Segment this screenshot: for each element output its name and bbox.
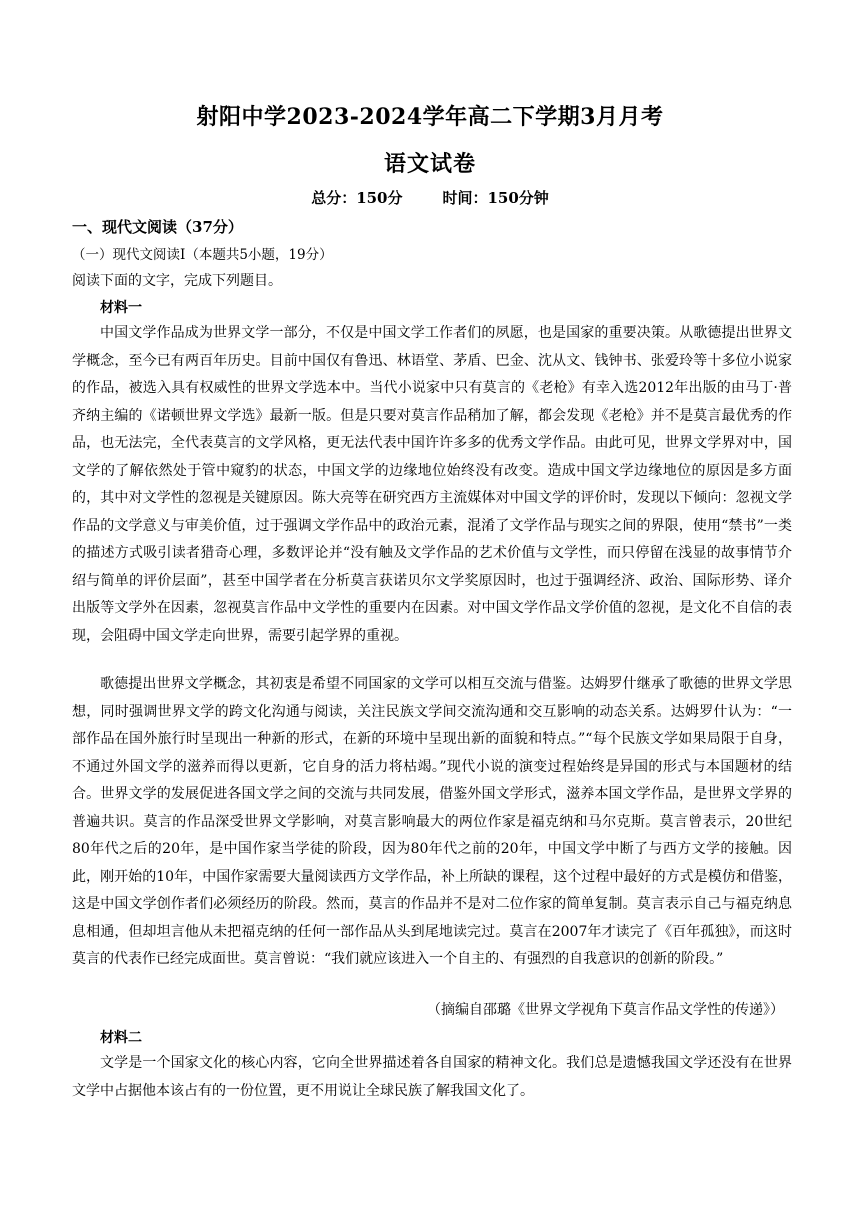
exam-subtitle: 语文试卷: [383, 151, 476, 177]
material-1-source: （摘编自邵璐《世界文学视角下莫言作品文学性的传递》）: [427, 1002, 784, 1018]
instruction-text: 阅读下面的文字，完成下列题目。: [72, 273, 282, 289]
material-2-paragraph: 文学是一个国家文化的核心内容，它向全世界描述着各自国家的精神文化。我们总是遗憾我国文学还没有在世界文学中占据他本该占有的一份位置，更不用说让全球民族了解我国文化了。: [72, 1055, 792, 1099]
exam-meta: [0, 187, 860, 208]
subsection-heading: （一）现代文阅读Ⅰ（本题共5小题，19分）: [72, 247, 333, 263]
exam-time: 时间：150分钟: [442, 189, 549, 207]
total-score: 总分：150分: [311, 189, 403, 207]
exam-title: 射阳中学2023-2024学年高二下学期3月月考: [196, 104, 664, 130]
material-1-label: 材料一: [100, 300, 142, 316]
section-heading: 一、现代文阅读（37分）: [72, 218, 243, 236]
material-1-paragraph: 歌德提出世界文学概念，其初衷是希望不同国家的文学可以相互交流与借鉴。达姆罗什继承了歌德的世界文学思想，同时强调世界文学的跨文化沟通与阅读，关注民族文学间交流沟通和交互影响的动态关系。达姆罗什认为：“一部作品在国外旅行时呈现出一种新的形式，在新的环境中呈现出新的面貌和特点。”“每个民族文学如果局限于自身，不通过外国文学的滋养而得以更新，它自身的活力将枯竭。”现代小说的演变过程始终是异国的形式与本国题材的结合。世界文学的发展促进各国文学之间的交流与共同发展，借鉴外国文学形式，滋养本国文学作品，是世界文学界的普遍共识。莫言的作品深受世界文学影响，对莫言影响最大的两位作家是福克纳和马尔克斯。莫言曾表示，20世纪80年代之后的20年，是中国作家当学徒的阶段，因为80年代之前的20年，中国文学中断了与西方文学的接触。因此，刚开始的10年，中国作家需要大量阅读西方文学作品，补上所缺的课程，这个过程中最好的方式是模仿和借鉴，这是中国文学创作者们必须经历的阶段。然而，莫言的作品并不是对二位作家的简单复制。莫言表示自己与福克纳息息相通，但却坦言他从未把福克纳的任何一部作品从头到尾地读完过。莫言在2007年才读完了《百年孤独》，而这时莫言的代表作已经完成面世。莫言曾说：“我们就应该进入一个自主的、有强烈的自我意识的创新的阶段。”: [72, 676, 792, 967]
material-1-paragraph: 中国文学作品成为世界文学一部分，不仅是中国文学工作者们的夙愿，也是国家的重要决策。从歌德提出世界文学概念，至今已有两百年历史。目前中国仅有鲁迅、林语堂、茅盾、巴金、沈从文、钱钟书、张爱玲等十多位小说家的作品，被选入具有权威性的世界文学选本中。当代小说家中只有莫言的《老枪》有幸入选2012年出版的由马丁·普齐纳主编的《诺顿世界文学选》最新一版。但是只要对莫言作品稍加了解，都会发现《老枪》并不是莫言最优秀的作品，也无法完，全代表莫言的文学风格，更无法代表中国许许多多的优秀文学作品。由此可见，世界文学界对中，国文学的了解依然处于管中窥豹的状态，中国文学的边缘地位始终没有改变。造成中国文学边缘地位的原因是多方面的，其中对文学性的忽视是关键原因。陈大亮等在研究西方主流媒体对中国文学的评价时，发现以下倾向：忽视文学作品的文学意义与审美价值，过于强调文学作品中的政治元素，混淆了文学作品与现实之间的界限，使用“禁书”一类的描述方式吸引读者猎奇心理，多数评论并“没有触及文学作品的艺术价值与文学性，而只停留在浅显的故事情节介绍与简单的评价层面”，甚至中国学者在分析莫言获诺贝尔文学奖原因时，也过于强调经济、政治、国际形势、译介出版等文学外在因素，忽视莫言作品中文学性的重要内在因素。对中国文学作品文学价值的忽视，是文化不自信的表现，会阻碍中国文学走向世界，需要引起学界的重视。: [72, 325, 792, 644]
material-2-label: 材料二: [100, 1030, 142, 1046]
